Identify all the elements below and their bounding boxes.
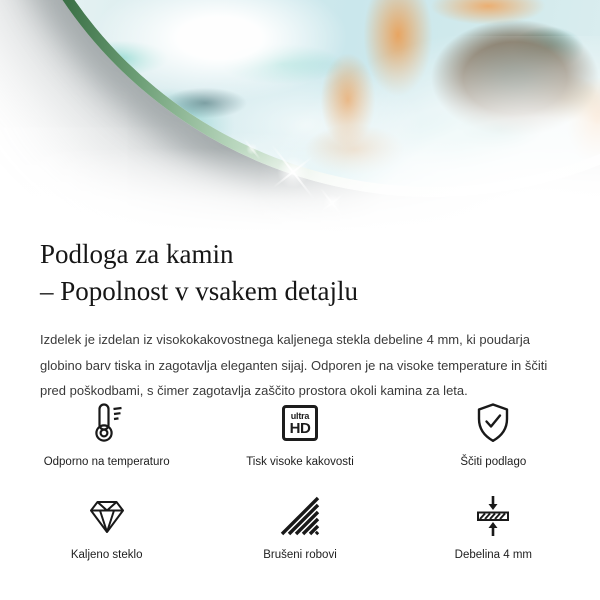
feature-label: Odporno na temperaturo (43, 456, 170, 468)
diamond-icon (84, 492, 130, 540)
feature-heat-resistant (10, 399, 203, 468)
feature-label: Kaljeno steklo (70, 549, 143, 561)
feature-thickness (397, 492, 590, 561)
brushed-edges-icon (277, 492, 323, 540)
shield-check-icon (470, 399, 516, 447)
feature-label: Tisk visoke kakovosti (246, 456, 354, 468)
feature-label: Ščiti podlago (460, 456, 527, 468)
feature-print-quality (203, 399, 396, 468)
ultra-hd-icon: ultra HD (282, 399, 318, 447)
feature-tempered-glass (10, 492, 203, 561)
product-description: Izdelek je izdelan iz visokokakovostnega kaljenega stekla debeline 4 mm, ki poudarja globino barv tiska in zagotavlja eleganten sijaj. Odporen je na visoke temperature in ščiti pred poškodbami, s čimer zagotavlja zaščito prostora okoli kamina za leta. (40, 332, 548, 398)
thickness-icon (470, 492, 516, 540)
feature-brushed-edges (203, 492, 396, 561)
feature-label: Brušeni robovi (263, 549, 337, 561)
feature-grid (10, 399, 590, 561)
thermometer-icon (84, 399, 130, 447)
product-photo (0, 0, 600, 236)
feature-label: Debelina 4 mm (454, 549, 532, 561)
page-title-line1: Podloga za kamin (40, 239, 234, 269)
feature-protects-surface (397, 399, 590, 468)
page-title (40, 236, 358, 310)
page-title-line2: – Popolnost v vsakem detajlu (40, 276, 358, 306)
